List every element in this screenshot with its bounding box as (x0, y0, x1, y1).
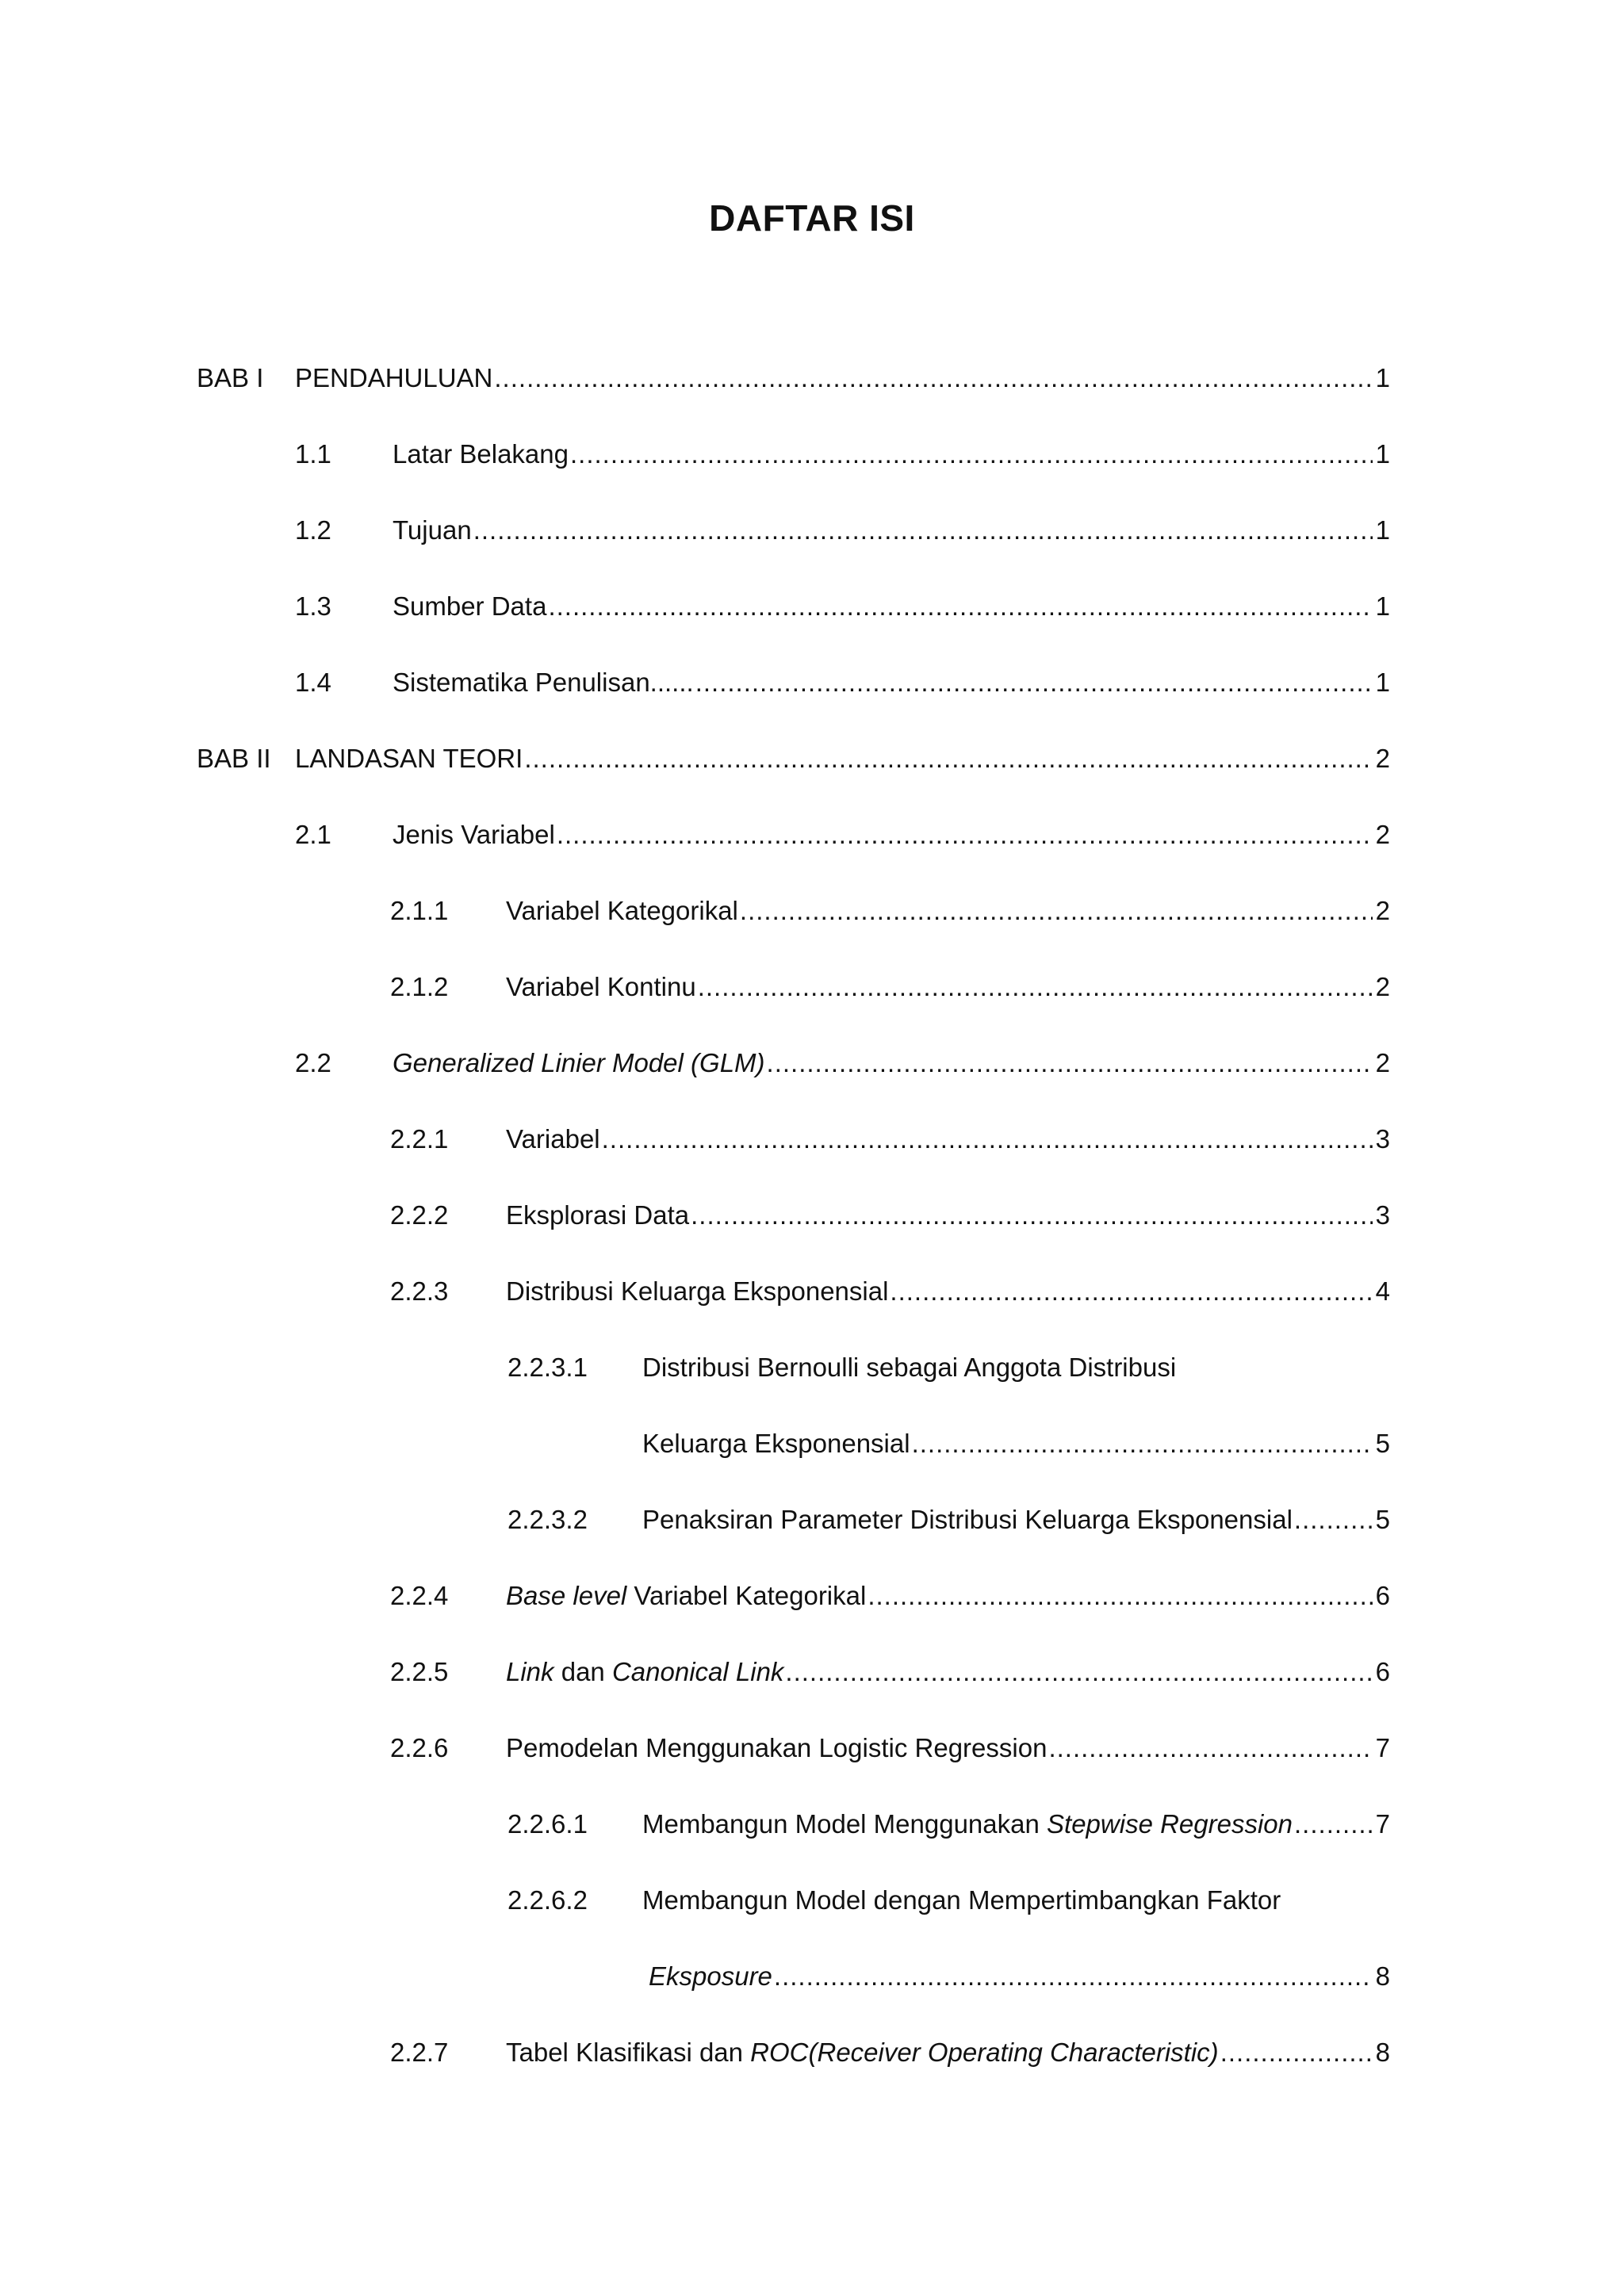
toc-entry-label-part: Base level (506, 1581, 627, 1610)
toc-entry-text (506, 2033, 1390, 2072)
toc-entry-label (506, 891, 738, 931)
toc-entry-text (393, 434, 1390, 474)
toc-entry-label-part: Membangun Model Menggunakan (642, 1809, 1048, 1839)
toc-page-number: 6 (1375, 1581, 1390, 1610)
toc-entry-number: 2.2.5 (390, 1657, 449, 1686)
toc-page-number: 1 (1375, 515, 1390, 545)
toc-entry-label-part: ROC(Receiver Operating Characteristic) (750, 2038, 1219, 2067)
toc-entry-label (642, 1500, 1293, 1540)
toc-leader-dots (473, 511, 1373, 550)
toc-entry (0, 1881, 1624, 1920)
toc-entry (0, 815, 1624, 855)
toc-entry-label (506, 967, 696, 1007)
toc-entry-text (506, 967, 1390, 1007)
toc-entry-text (295, 358, 1390, 398)
toc-entry-text (393, 587, 1390, 626)
toc-entry (0, 1957, 1624, 1996)
toc-entry-label-part: Membangun Model dengan Mempertimbangkan Faktor (642, 1885, 1281, 1915)
toc-entry (0, 1119, 1624, 1159)
toc-page-number: 8 (1375, 2038, 1390, 2067)
toc-entry-number: 2.1.2 (390, 972, 449, 1001)
toc-entry-label-part: Eksplorasi Data (506, 1200, 690, 1230)
toc-entry-label-part: Jenis Variabel (393, 820, 555, 849)
toc-entry (0, 511, 1624, 550)
toc-leader-dots (785, 1652, 1373, 1692)
toc-leader-dots (524, 739, 1373, 779)
toc-entry (0, 1500, 1624, 1540)
toc-entry-number: 2.1 (295, 820, 331, 849)
toc-entry-text (393, 1043, 1390, 1083)
toc-entry-number: 1.1 (295, 439, 331, 469)
toc-entry-label-part: Latar Belakang (393, 439, 569, 469)
toc-entry-text (295, 739, 1390, 779)
toc-page-number: 1 (1375, 668, 1390, 697)
toc-leader-dots (691, 1196, 1373, 1235)
toc-entry-label (295, 739, 523, 779)
toc-entry-text (642, 1804, 1390, 1844)
toc-entry-label (506, 2033, 1219, 2072)
toc-entry-number: 1.3 (295, 591, 331, 621)
toc-entry-number: 2.2.7 (390, 2038, 449, 2067)
toc-entry-text (506, 1728, 1390, 1768)
toc-entry-label-part: dan (553, 1657, 612, 1686)
toc-entry (0, 358, 1624, 398)
toc-entry-label-part: Link (506, 1657, 554, 1686)
toc-entry-label-part: Eksposure (649, 1961, 772, 1991)
toc-entry-label (393, 434, 569, 474)
toc-entry (0, 1728, 1624, 1768)
toc-entry-text (393, 815, 1390, 855)
toc-entry (0, 1804, 1624, 1844)
toc-entry-number: 1.4 (295, 668, 331, 697)
toc-entry-label-part: Distribusi Keluarga Eksponensial (506, 1276, 889, 1306)
toc-entry (0, 587, 1624, 626)
toc-entry-label-part: Distribusi Bernoulli sebagai Anggota Distribusi (642, 1353, 1177, 1382)
toc-entry-label (642, 1881, 1281, 1920)
toc-entry-label-part: Variabel Kategorikal (506, 896, 738, 925)
toc-page-number: 6 (1375, 1657, 1390, 1686)
toc-entry (0, 1348, 1624, 1387)
toc-entry (0, 1043, 1624, 1083)
toc-leader-dots (890, 1272, 1373, 1311)
toc-entry-number: 2.2.6.1 (508, 1809, 588, 1839)
toc-entry (0, 1652, 1624, 1692)
toc-entry-label-part: Tabel Klasifikasi dan (506, 2038, 751, 2067)
toc-entry-number: 2.2.2 (390, 1200, 449, 1230)
toc-leader-dots (740, 891, 1373, 931)
toc-entry-number: 2.2.1 (390, 1124, 449, 1154)
toc-page-number: 7 (1375, 1809, 1390, 1839)
toc-entry-label (506, 1728, 1047, 1768)
toc-entry-text (506, 891, 1390, 931)
toc-page-number: 1 (1375, 363, 1390, 392)
toc-entry-text (506, 1119, 1390, 1159)
toc-leader-dots (602, 1119, 1373, 1159)
toc-leader-dots (548, 587, 1373, 626)
toc-leader-dots (912, 1424, 1373, 1464)
toc-entry (0, 1424, 1624, 1464)
toc-entry-label-part: Keluarga Eksponensial (642, 1429, 910, 1458)
toc-leader-dots (557, 815, 1373, 855)
toc-entry-text (642, 1881, 1281, 1920)
toc-entry-text (506, 1196, 1390, 1235)
toc-entry-label (642, 1424, 910, 1464)
toc-entry-label (642, 1348, 1176, 1387)
toc-entry-label-part: Pemodelan Menggunakan Logistic Regression (506, 1733, 1048, 1762)
toc-entry-text (393, 663, 1390, 702)
toc-entry (0, 663, 1624, 702)
toc-entry (0, 1576, 1624, 1616)
toc-entry-text (506, 1576, 1390, 1616)
toc-page-number: 8 (1375, 1961, 1390, 1991)
toc-leader-dots (698, 967, 1373, 1007)
toc-page-number: 3 (1375, 1200, 1390, 1230)
toc-entry-text (506, 1652, 1390, 1692)
toc-entry-text (506, 1272, 1390, 1311)
toc-entry (0, 739, 1624, 779)
toc-entry-number: 2.2.6 (390, 1733, 449, 1762)
toc-entry-label (393, 1043, 765, 1083)
toc-page-number: 4 (1375, 1276, 1390, 1306)
toc-leader-dots (1294, 1500, 1373, 1540)
toc-entry-number: 1.2 (295, 515, 331, 545)
toc-entry-label-part: Sistematika Penulisan...... (393, 668, 694, 697)
toc-entry-text (642, 1500, 1390, 1540)
toc-leader-dots (1220, 2033, 1373, 2072)
toc-entry-label (393, 815, 555, 855)
toc-entry-number: 2.2.3 (390, 1276, 449, 1306)
toc-entry-number: 2.2.4 (390, 1581, 449, 1610)
toc-entry-label-part: PENDAHULUAN (295, 363, 493, 392)
page-title: DAFTAR ISI (709, 197, 915, 239)
toc-entry-label (393, 587, 546, 626)
toc-entry-number: 2.2.3.2 (508, 1505, 588, 1534)
toc-entry-label (506, 1119, 600, 1159)
toc-page-number: 2 (1375, 972, 1390, 1001)
toc-entry-label (295, 358, 492, 398)
toc-page-number: 1 (1375, 439, 1390, 469)
toc-leader-dots (570, 434, 1373, 474)
toc-entry-label-part: Stepwise Regression (1047, 1809, 1293, 1839)
toc-leader-dots (695, 663, 1373, 702)
toc-entry-label (642, 1804, 1293, 1844)
toc-page-number: 2 (1375, 820, 1390, 849)
toc-leader-dots (1048, 1728, 1373, 1768)
toc-page-number: 2 (1375, 1048, 1390, 1077)
toc-entry-text (642, 1424, 1390, 1464)
toc-entry-label (649, 1957, 772, 1996)
toc-page-number: 5 (1375, 1505, 1390, 1534)
toc-entry-label-part: Variabel Kategorikal (626, 1581, 867, 1610)
toc-entry-number: BAB II (197, 744, 271, 773)
toc-entry-text (649, 1957, 1390, 1996)
toc-entry-label (393, 511, 472, 550)
toc-entry-label-part: Generalized Linier Model (GLM) (393, 1048, 765, 1077)
toc-entry-label-part: Canonical Link (611, 1657, 784, 1686)
toc-entry-label-part: Tujuan (393, 515, 472, 545)
toc-entry-number: 2.2.3.1 (508, 1353, 588, 1382)
toc-entry-label (506, 1272, 888, 1311)
toc-page-number: 2 (1375, 744, 1390, 773)
toc-entry-text (642, 1348, 1176, 1387)
toc-entry (0, 891, 1624, 931)
toc-page-number: 7 (1375, 1733, 1390, 1762)
toc-entry (0, 434, 1624, 474)
toc-entry-number: 2.2.6.2 (508, 1885, 588, 1915)
toc-leader-dots (494, 358, 1373, 398)
toc-page-number: 1 (1375, 591, 1390, 621)
toc-leader-dots (1294, 1804, 1373, 1844)
toc-leader-dots (774, 1957, 1373, 1996)
toc-entry-number: 2.2 (295, 1048, 331, 1077)
toc-entry-label (393, 663, 694, 702)
toc-entry (0, 1196, 1624, 1235)
toc-entry-label-part: Variabel (506, 1124, 600, 1154)
toc-entry-label (506, 1576, 866, 1616)
toc-entry-label-part: Sumber Data (393, 591, 547, 621)
toc-entry-label-part: LANDASAN TEORI (295, 744, 523, 773)
toc-page-number: 2 (1375, 896, 1390, 925)
toc-entry-label (506, 1196, 689, 1235)
toc-leader-dots (767, 1043, 1373, 1083)
toc-page-number: 5 (1375, 1429, 1390, 1458)
toc-entry (0, 2033, 1624, 2072)
toc-entry-label (506, 1652, 783, 1692)
toc-entry-label-part: Variabel Kontinu (506, 972, 696, 1001)
toc-entry-number: BAB I (197, 363, 264, 392)
toc-page-number: 3 (1375, 1124, 1390, 1154)
toc-entry (0, 967, 1624, 1007)
toc-entry-label-part: Penaksiran Parameter Distribusi Keluarga Eksponensial (642, 1505, 1293, 1534)
toc-entry (0, 1272, 1624, 1311)
toc-leader-dots (868, 1576, 1373, 1616)
toc-entry-text (393, 511, 1390, 550)
toc-entry-number: 2.1.1 (390, 896, 449, 925)
